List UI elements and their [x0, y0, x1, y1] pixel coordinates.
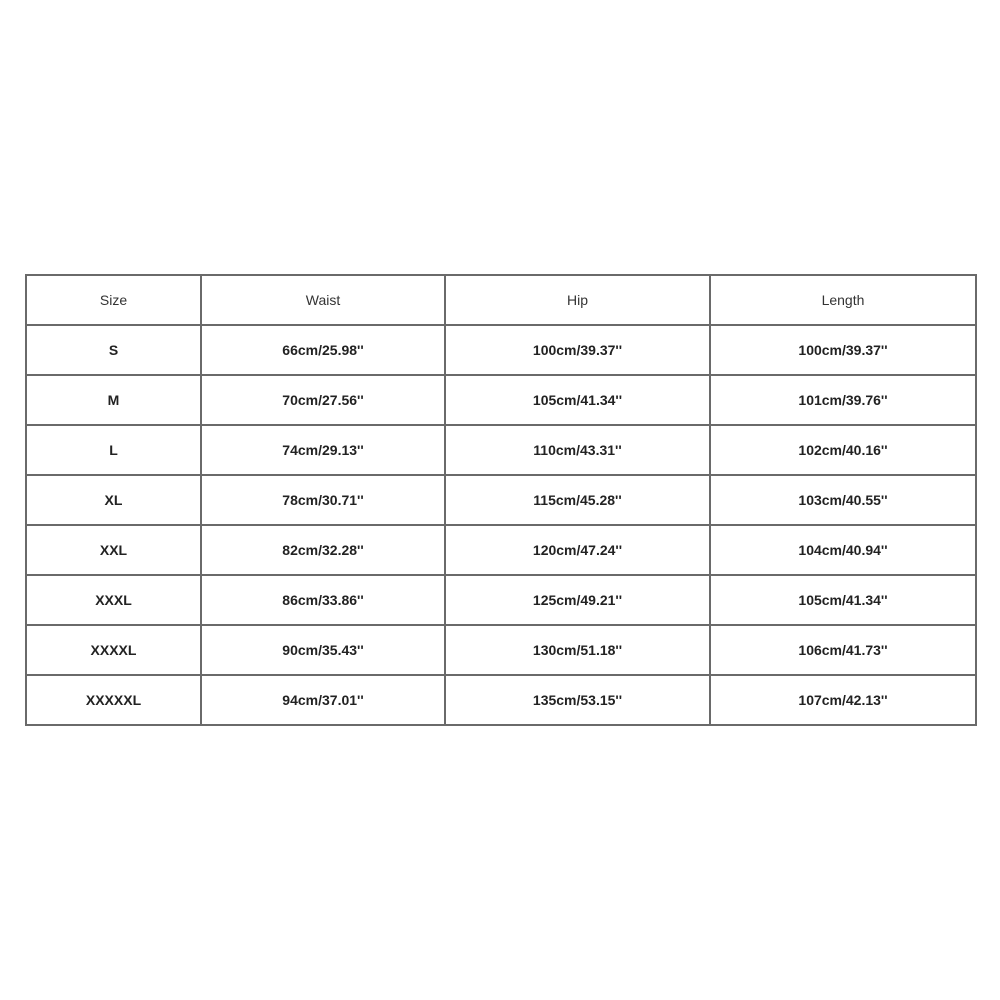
- header-hip: Hip: [445, 275, 710, 325]
- waist-cell: 82cm/32.28'': [201, 525, 445, 575]
- length-cell: 104cm/40.94'': [710, 525, 976, 575]
- table-row: [26, 425, 976, 475]
- waist-cell: 70cm/27.56'': [201, 375, 445, 425]
- size-cell: L: [26, 425, 201, 475]
- size-cell: XL: [26, 475, 201, 525]
- length-cell: 102cm/40.16'': [710, 425, 976, 475]
- size-cell: XXXXXL: [26, 675, 201, 725]
- length-cell: 107cm/42.13'': [710, 675, 976, 725]
- table-row: [26, 625, 976, 675]
- size-cell: XXL: [26, 525, 201, 575]
- table-row: [26, 675, 976, 725]
- table-row: [26, 325, 976, 375]
- length-cell: 101cm/39.76'': [710, 375, 976, 425]
- size-cell: XXXXL: [26, 625, 201, 675]
- waist-cell: 94cm/37.01'': [201, 675, 445, 725]
- waist-cell: 90cm/35.43'': [201, 625, 445, 675]
- length-cell: 106cm/41.73'': [710, 625, 976, 675]
- header-size: Size: [26, 275, 201, 325]
- header-waist: Waist: [201, 275, 445, 325]
- waist-cell: 86cm/33.86'': [201, 575, 445, 625]
- hip-cell: 135cm/53.15'': [445, 675, 710, 725]
- hip-cell: 105cm/41.34'': [445, 375, 710, 425]
- table-row: [26, 475, 976, 525]
- waist-cell: 74cm/29.13'': [201, 425, 445, 475]
- header-length: Length: [710, 275, 976, 325]
- size-cell: M: [26, 375, 201, 425]
- hip-cell: 115cm/45.28'': [445, 475, 710, 525]
- waist-cell: 78cm/30.71'': [201, 475, 445, 525]
- waist-cell: 66cm/25.98'': [201, 325, 445, 375]
- hip-cell: 125cm/49.21'': [445, 575, 710, 625]
- table-row: [26, 575, 976, 625]
- hip-cell: 100cm/39.37'': [445, 325, 710, 375]
- size-chart-table: [25, 274, 977, 726]
- hip-cell: 120cm/47.24'': [445, 525, 710, 575]
- header-row: [26, 275, 976, 325]
- hip-cell: 130cm/51.18'': [445, 625, 710, 675]
- length-cell: 103cm/40.55'': [710, 475, 976, 525]
- table-row: [26, 525, 976, 575]
- size-cell: S: [26, 325, 201, 375]
- hip-cell: 110cm/43.31'': [445, 425, 710, 475]
- table-row: [26, 375, 976, 425]
- length-cell: 105cm/41.34'': [710, 575, 976, 625]
- length-cell: 100cm/39.37'': [710, 325, 976, 375]
- size-cell: XXXL: [26, 575, 201, 625]
